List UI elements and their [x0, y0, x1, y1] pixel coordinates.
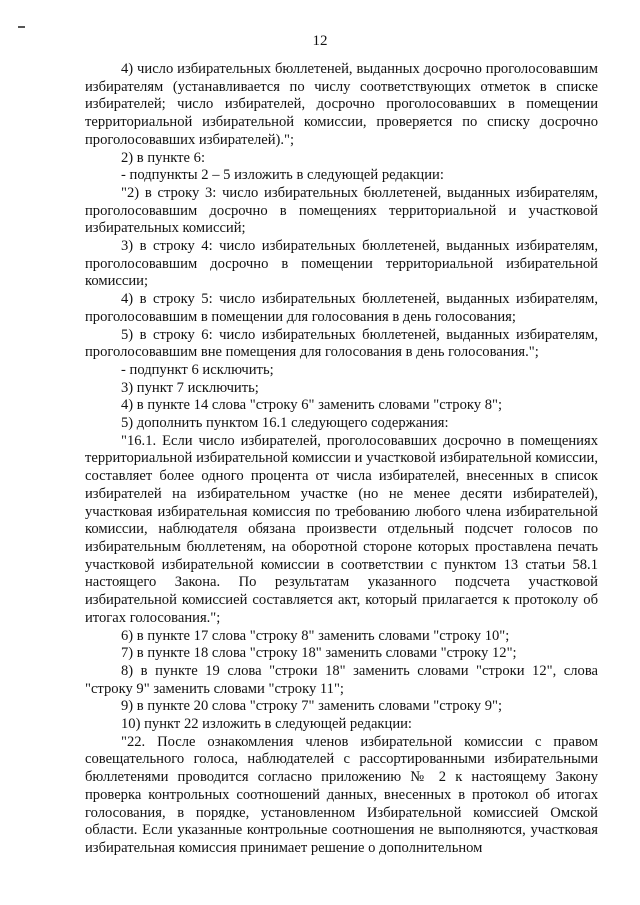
scan-mark — [18, 26, 25, 28]
paragraph: 3) в строку 4: число избирательных бюллетеней, выданных избирателям, проголосовавшим досрочно в помещении территориальной избирательной комиссии; — [85, 238, 598, 290]
paragraph: - подпункт 6 исключить; — [121, 361, 274, 378]
paragraph: "22. После ознакомления членов избирательной комиссии с правом совещательного голоса, наблюдателей с рассортированными избирательными бюллетенями проводится согласно приложению № 2 к настоящему Закону проверка контрольных соотношений данных, внесенных в протокол об итогах голосования, в порядке, установленном Избирательной комиссией Омской области. Если указанные контрольные соотношения не выполняются, участковая избирательная комиссия принимает решение о дополнительном — [85, 733, 598, 856]
paragraph: 9) в пункте 20 слова "строку 7" заменить словами "строку 9"; — [121, 698, 503, 715]
paragraph: 5) в строку 6: число избирательных бюллетеней, выданных избирателям, проголосовавшим вне помещения для голосования в день голосования."; — [85, 326, 598, 361]
paragraph: 10) пункт 22 изложить в следующей редакции: — [121, 716, 412, 733]
paragraph: 5) дополнить пунктом 16.1 следующего содержания: — [121, 415, 449, 432]
paragraph: 8) в пункте 19 слова "строки 18" заменить словами "строки 12", слова "строку 9" заменить словами "строку 11"; — [85, 662, 598, 697]
document-body — [85, 61, 598, 858]
paragraph: 2) в пункте 6: — [121, 149, 206, 166]
paragraph: - подпункты 2 – 5 изложить в следующей редакции: — [121, 167, 444, 184]
paragraph: 4) в пункте 14 слова "строку 6" заменить словами "строку 8"; — [121, 397, 503, 414]
paragraph: 4) число избирательных бюллетеней, выданных досрочно проголосовавшим избирателям (устанавливается по числу соответствующих отметок в списке избирателей; число избирателей, досрочно проголосовавших в помещении территориальной избирательной комиссии, проверяется по списку досрочно проголосовавших избирателей)."; — [85, 61, 598, 148]
paragraph: "16.1. Если число избирателей, проголосовавших досрочно в помещениях территориальной избирательной комиссии и участковой избирательной комиссии, составляет более одного процента от числа избирателей, внесенных в список избирателей на избирательном участке (но не менее десяти избирателей), участковая избирательная комиссия по требованию любого члена избирательной комиссии, наблюдателя обязана произвести отдельный подсчет голосов по избирательным бюллетеням, на оборотной стороне которых проставлена печать участковой избирательной комиссии в соответствии с пунктом 13 статьи 58.1 настоящего Закона. По результатам указанного подсчета участковой избирательной комиссией составляется акт, который прилагается к протоколу об итогах голосования."; — [85, 432, 598, 626]
page-number: 12 — [312, 33, 328, 49]
paragraph: "2) в строку 3: число избирательных бюллетеней, выданных избирателям, проголосовавшим досрочно в помещениях территориальной и участковой избирательных комиссий; — [85, 184, 598, 237]
paragraph: 3) пункт 7 исключить; — [121, 379, 259, 396]
paragraph: 7) в пункте 18 слова "строку 18" заменить словами "строку 12"; — [121, 645, 517, 662]
paragraph: 4) в строку 5: число избирательных бюллетеней, выданных избирателям, проголосовавшим в помещении для голосования в день голосования; — [85, 291, 598, 325]
paragraph: 6) в пункте 17 слова "строку 8" заменить словами "строку 10"; — [121, 627, 510, 644]
